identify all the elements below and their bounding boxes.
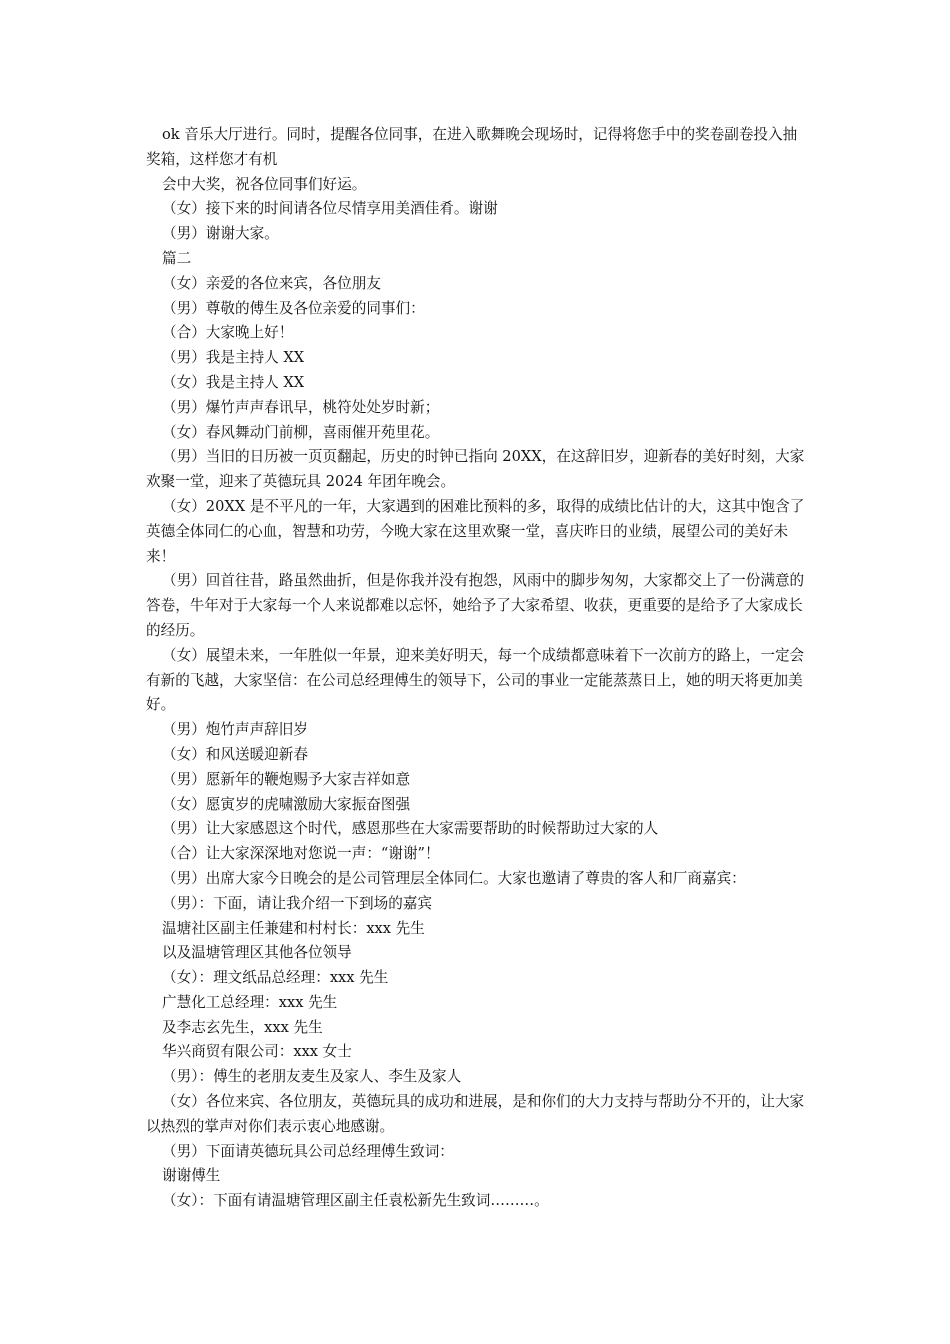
paragraph: （男）炮竹声声辞旧岁 xyxy=(162,721,308,739)
paragraph: （男）谢谢大家。 xyxy=(162,225,279,243)
paragraph: （男）愿新年的鞭炮赐予大家吉祥如意 xyxy=(162,770,411,788)
paragraph: 及李志玄先生，xxx 先生 xyxy=(162,1018,323,1036)
paragraph: （男）回首往昔，路虽然曲折，但是你我并没有抱怨，风雨中的脚步匆匆，大家都交上了一份满意的答卷，牛年对于大家每一个人来说都难以忘怀，她给予了大家希望、收获，更重要的是给予了大家成长的经历。 xyxy=(146,572,805,639)
paragraph: （男）出席大家今日晚会的是公司管理层全体同仁。大家也邀请了尊贵的客人和厂商嘉宾： xyxy=(162,869,746,887)
paragraph: （男）爆竹声声春讯早，桃符处处岁时新； xyxy=(162,398,440,416)
paragraph: （女）20XX 是不平凡的一年，大家遇到的困难比预料的多，取得的成绩比估计的大，这其中饱含了英德全体同仁的心血，智慧和功劳，今晚大家在这里欢聚一堂，喜庆昨日的业绩，展望公司的美好未来！ xyxy=(146,497,805,565)
paragraph: 会中大奖，祝各位同事们好运。 xyxy=(162,175,367,193)
paragraph: （男）让大家感恩这个时代，感恩那些在大家需要帮助的时候帮助过大家的人 xyxy=(162,820,659,838)
paragraph: 谢谢傅生 xyxy=(162,1167,221,1185)
paragraph: 华兴商贸有限公司：xxx 女士 xyxy=(162,1043,352,1061)
paragraph: （女）愿寅岁的虎啸激励大家振奋图强 xyxy=(162,795,411,813)
paragraph: （合）让大家深深地对您说一声：“谢谢”！ xyxy=(162,845,440,863)
paragraph: （男）尊敬的傅生及各位亲爱的同事们： xyxy=(162,299,425,317)
paragraph: （女）各位来宾、各位朋友，英德玩具的成功和进展，是和你们的大力支持与帮助分不开的，让大家以热烈的掌声对你们表示衷心地感谢。 xyxy=(146,1093,805,1135)
paragraph: （男）我是主持人 XX xyxy=(162,349,305,367)
paragraph: 以及温塘管理区其他各位领导 xyxy=(162,944,352,962)
paragraph: ok 音乐大厅进行。同时，提醒各位同事，在进入歌舞晚会现场时，记得将您手中的奖卷副卷投入抽奖箱，这样您才有机 xyxy=(146,126,798,168)
paragraph: （女）：下面有请温塘管理区副主任袁松新先生致词………。 xyxy=(162,1192,549,1210)
paragraph: （男）下面请英德玩具公司总经理傅生致词： xyxy=(162,1142,454,1160)
paragraph: （女）和风送暖迎新春 xyxy=(162,745,308,763)
document-body xyxy=(146,123,806,1214)
paragraph: （女）展望未来，一年胜似一年景，迎来美好明天，每一个成绩都意味着下一次前方的路上，一定会有新的飞越，大家坚信：在公司总经理傅生的领导下，公司的事业一定能蒸蒸日上，她的明天将更加美好。 xyxy=(146,646,805,714)
paragraph: （女）：理文纸品总经理：xxx 先生 xyxy=(162,969,389,987)
paragraph: 篇二 xyxy=(162,249,192,267)
paragraph: （女）亲爱的各位来宾，各位朋友 xyxy=(162,274,381,292)
paragraph: （合）大家晚上好！ xyxy=(162,324,294,342)
paragraph: （男）当旧的日历被一页页翻起，历史的时钟已指向 20XX，在这辞旧岁，迎新春的美好时刻，大家欢聚一堂，迎来了英德玩具 2024 年团年晚会。 xyxy=(146,448,805,491)
paragraph: （男）：傅生的老朋友麦生及家人、李生及家人 xyxy=(162,1068,462,1086)
paragraph: （女）春风舞动门前柳，喜雨催开苑里花。 xyxy=(162,423,440,441)
paragraph: （女）接下来的时间请各位尽情享用美酒佳肴。谢谢 xyxy=(162,200,498,218)
paragraph: （女）我是主持人 XX xyxy=(162,373,305,391)
paragraph: 温塘社区副主任兼建和村村长：xxx 先生 xyxy=(162,919,425,937)
paragraph: 广慧化工总经理：xxx 先生 xyxy=(162,993,338,1011)
paragraph: （男）：下面，请让我介绍一下到场的嘉宾 xyxy=(162,894,432,912)
